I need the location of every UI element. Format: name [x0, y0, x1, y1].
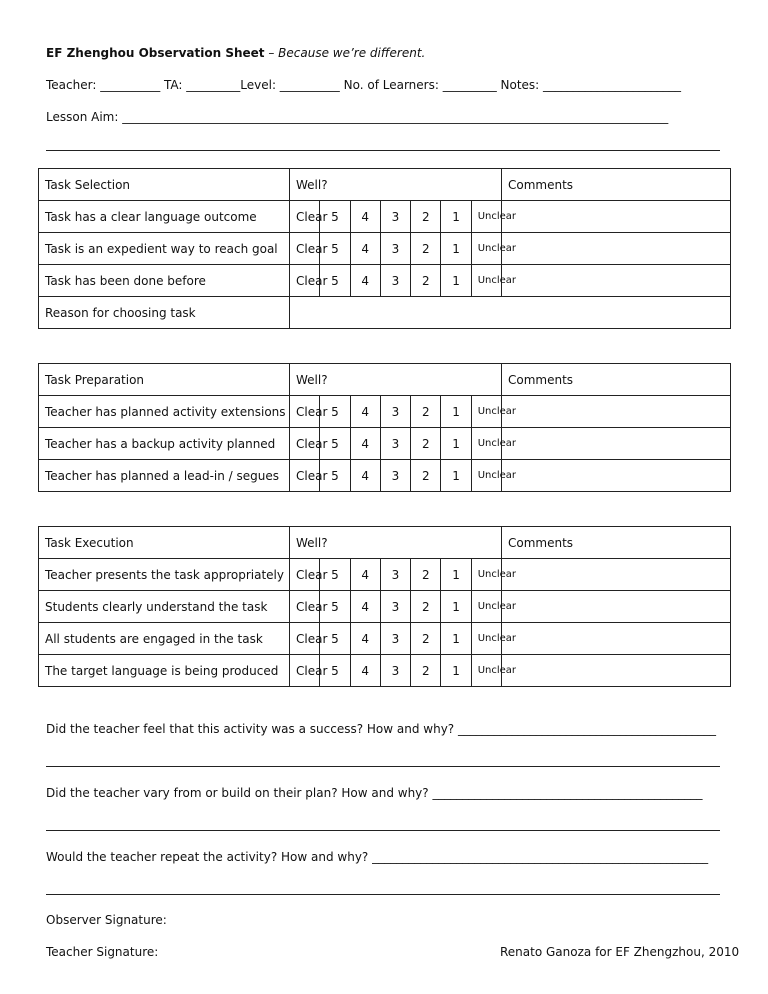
rating-5[interactable]: 5 — [320, 201, 350, 233]
rating-2[interactable]: 2 — [411, 428, 441, 460]
author-credit: Renato Ganoza for EF Zhengzhou, 2010 — [500, 945, 740, 959]
table-row — [39, 559, 731, 591]
answer-line[interactable] — [46, 894, 720, 895]
lesson-aim-continuation-line[interactable] — [46, 150, 720, 151]
rating-2[interactable]: 2 — [411, 623, 441, 655]
criterion-label: All students are engaged in the task — [39, 623, 290, 655]
comments-header: Comments — [502, 169, 731, 201]
comment-cell[interactable] — [502, 623, 731, 655]
sheet-title: EF Zhenghou Observation Sheet — [46, 46, 265, 60]
criterion-label: Teacher has planned activity extensions — [39, 396, 290, 428]
task-preparation-table — [38, 363, 731, 492]
criterion-label: Teacher has planned a lead-in / segues — [39, 460, 290, 492]
table-row — [39, 655, 731, 687]
question-vary-plan[interactable]: Did the teacher vary from or build on their plan? How and why? _____________________________________________ — [46, 786, 703, 800]
rating-1[interactable]: 1 — [441, 623, 471, 655]
comment-cell[interactable] — [502, 201, 731, 233]
comment-cell[interactable] — [502, 591, 731, 623]
unclear-label: Unclear — [471, 428, 501, 460]
sheet-tagline: Because we’re different. — [278, 46, 426, 60]
rating-1[interactable]: 1 — [441, 559, 471, 591]
task-execution-table — [38, 526, 731, 687]
unclear-label: Unclear — [471, 591, 501, 623]
rating-1[interactable]: 1 — [441, 233, 471, 265]
answer-line[interactable] — [46, 766, 720, 767]
section-title: Task Preparation — [39, 364, 290, 396]
clear-label: Clear — [290, 201, 320, 233]
comment-cell[interactable] — [502, 655, 731, 687]
criterion-label: Teacher has a backup activity planned — [39, 428, 290, 460]
reason-cell[interactable] — [290, 297, 731, 329]
rating-2[interactable]: 2 — [411, 233, 441, 265]
unclear-label: Unclear — [471, 265, 501, 297]
comment-cell[interactable] — [502, 265, 731, 297]
clear-label: Clear — [290, 233, 320, 265]
table-row — [39, 233, 731, 265]
question-success[interactable]: Did the teacher feel that this activity was a success? How and why? ___________________________________________ — [46, 722, 716, 736]
table-row — [39, 201, 731, 233]
rating-4[interactable]: 4 — [350, 559, 380, 591]
answer-line[interactable] — [46, 830, 720, 831]
rating-2[interactable]: 2 — [411, 559, 441, 591]
table-row — [39, 265, 731, 297]
clear-label: Clear — [290, 265, 320, 297]
rating-4[interactable]: 4 — [350, 623, 380, 655]
well-header: Well? — [290, 169, 502, 201]
rating-4[interactable]: 4 — [350, 201, 380, 233]
rating-3[interactable]: 3 — [380, 460, 410, 492]
clear-label: Clear — [290, 623, 320, 655]
rating-5[interactable]: 5 — [320, 233, 350, 265]
rating-2[interactable]: 2 — [411, 265, 441, 297]
table-header-row — [39, 527, 731, 559]
rating-5[interactable]: 5 — [320, 655, 350, 687]
clear-label: Clear — [290, 460, 320, 492]
table-row — [39, 396, 731, 428]
rating-4[interactable]: 4 — [350, 460, 380, 492]
unclear-label: Unclear — [471, 623, 501, 655]
rating-1[interactable]: 1 — [441, 591, 471, 623]
table-row — [39, 428, 731, 460]
rating-3[interactable]: 3 — [380, 428, 410, 460]
page-title — [46, 46, 425, 60]
table-header-row — [39, 364, 731, 396]
teacher-info-line[interactable]: Teacher: __________ TA: _________Level: __________ No. of Learners: _________ Notes: _______________________ — [46, 78, 682, 92]
rating-5[interactable]: 5 — [320, 428, 350, 460]
comment-cell[interactable] — [502, 428, 731, 460]
rating-1[interactable]: 1 — [441, 460, 471, 492]
comments-header: Comments — [502, 364, 731, 396]
criterion-label: Task has been done before — [39, 265, 290, 297]
table-row — [39, 297, 731, 329]
rating-5[interactable]: 5 — [320, 559, 350, 591]
rating-2[interactable]: 2 — [411, 591, 441, 623]
table-row — [39, 623, 731, 655]
clear-label: Clear — [290, 591, 320, 623]
unclear-label: Unclear — [471, 460, 501, 492]
rating-1[interactable]: 1 — [441, 655, 471, 687]
comment-cell[interactable] — [502, 460, 731, 492]
rating-3[interactable]: 3 — [380, 233, 410, 265]
clear-label: Clear — [290, 428, 320, 460]
criterion-label: Task has a clear language outcome — [39, 201, 290, 233]
rating-2[interactable]: 2 — [411, 655, 441, 687]
rating-1[interactable]: 1 — [441, 428, 471, 460]
rating-5[interactable]: 5 — [320, 623, 350, 655]
unclear-label: Unclear — [471, 233, 501, 265]
rating-5[interactable]: 5 — [320, 460, 350, 492]
table-row — [39, 591, 731, 623]
task-selection-table — [38, 168, 731, 329]
reason-label: Reason for choosing task — [39, 297, 290, 329]
question-repeat[interactable]: Would the teacher repeat the activity? How and why? ________________________________________________________ — [46, 850, 709, 864]
rating-3[interactable]: 3 — [380, 265, 410, 297]
criterion-label: Teacher presents the task appropriately — [39, 559, 290, 591]
teacher-signature[interactable]: Teacher Signature: — [46, 945, 159, 959]
unclear-label: Unclear — [471, 655, 501, 687]
section-title: Task Selection — [39, 169, 290, 201]
observer-signature[interactable]: Observer Signature: — [46, 913, 167, 927]
rating-1[interactable]: 1 — [441, 265, 471, 297]
well-header: Well? — [290, 527, 502, 559]
rating-3[interactable]: 3 — [380, 623, 410, 655]
comment-cell[interactable] — [502, 559, 731, 591]
criterion-label: Task is an expedient way to reach goal — [39, 233, 290, 265]
clear-label: Clear — [290, 396, 320, 428]
comment-cell[interactable] — [502, 396, 731, 428]
table-header-row — [39, 169, 731, 201]
comment-cell[interactable] — [502, 233, 731, 265]
rating-1[interactable]: 1 — [441, 201, 471, 233]
rating-4[interactable]: 4 — [350, 396, 380, 428]
rating-3[interactable]: 3 — [380, 591, 410, 623]
rating-4[interactable]: 4 — [350, 655, 380, 687]
rating-3[interactable]: 3 — [380, 201, 410, 233]
well-header: Well? — [290, 364, 502, 396]
rating-4[interactable]: 4 — [350, 265, 380, 297]
table-row — [39, 460, 731, 492]
section-title: Task Execution — [39, 527, 290, 559]
criterion-label: The target language is being produced — [39, 655, 290, 687]
clear-label: Clear — [290, 655, 320, 687]
rating-5[interactable]: 5 — [320, 265, 350, 297]
rating-4[interactable]: 4 — [350, 428, 380, 460]
lesson-aim-line[interactable]: Lesson Aim: ___________________________________________________________________________________________ — [46, 110, 669, 124]
rating-2[interactable]: 2 — [411, 201, 441, 233]
rating-5[interactable]: 5 — [320, 396, 350, 428]
rating-2[interactable]: 2 — [411, 396, 441, 428]
rating-3[interactable]: 3 — [380, 396, 410, 428]
rating-2[interactable]: 2 — [411, 460, 441, 492]
rating-1[interactable]: 1 — [441, 396, 471, 428]
clear-label: Clear — [290, 559, 320, 591]
rating-3[interactable]: 3 — [380, 655, 410, 687]
title-dash: – — [264, 46, 279, 60]
unclear-label: Unclear — [471, 201, 501, 233]
rating-3[interactable]: 3 — [380, 559, 410, 591]
rating-5[interactable]: 5 — [320, 591, 350, 623]
rating-4[interactable]: 4 — [350, 591, 380, 623]
criterion-label: Students clearly understand the task — [39, 591, 290, 623]
unclear-label: Unclear — [471, 396, 501, 428]
rating-4[interactable]: 4 — [350, 233, 380, 265]
unclear-label: Unclear — [471, 559, 501, 591]
comments-header: Comments — [502, 527, 731, 559]
